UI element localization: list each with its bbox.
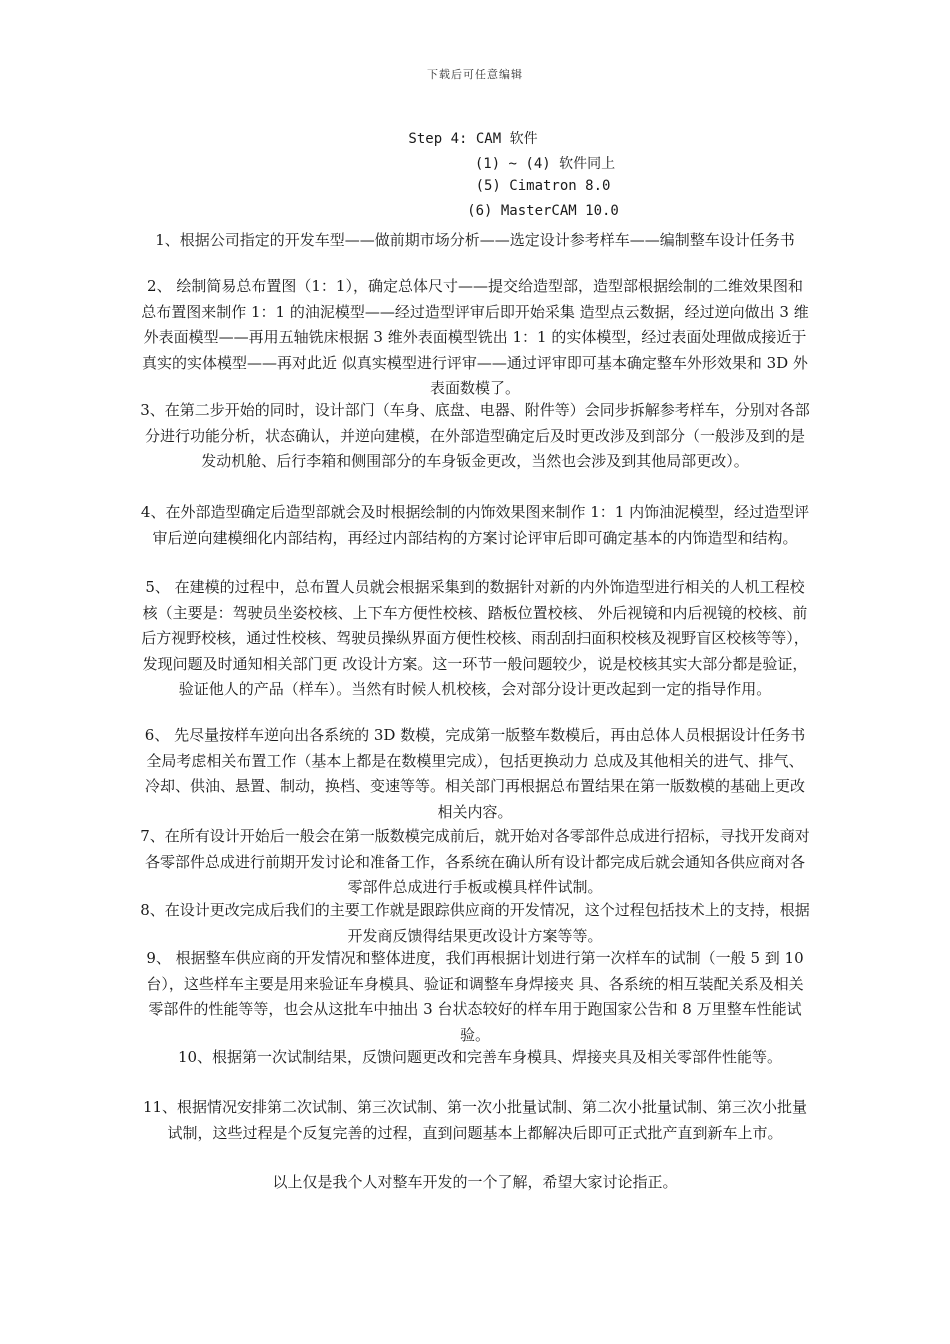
page-header-note: 下载后可任意编辑 xyxy=(427,68,523,81)
software-item: (6) MasterCAM 10.0 xyxy=(467,203,619,219)
closing-note: 以上仅是我个人对整车开发的一个了解，希望大家讨论指正。 xyxy=(272,1173,678,1191)
paragraph-2: 2、 绘制简易总布置图（1：1），确定总体尺寸——提交给造型部，造型部根据绘制的二维效果图和总布置图来制作 1：1 的油泥模型——经过造型评审后即开始采集 造型点云数据，经过逆向做出 3 维外表面模型——再用五轴铣床根据 3 维外表面模型铣出 1：1 的实体模型，经过表面处理做成接近于真实的实体模型——再对此近 似真实模型进行评审——通过评审即可基本确定整车外形效果和 3D 外表面数模了。 xyxy=(141,277,809,397)
paragraph-6: 6、 先尽量按样车逆向出各系统的 3D 数模，完成第一版整车数模后，再由总体人员根据设计任务书全局考虑相关布置工作（基本上都是在数模里完成），包括更换动力 总成及其他相关的进气、排气、冷却、供油、悬置、制动，换档、变速等等。相关部门再根据总布置结果在第一版数模的基础上更改相关内容。 xyxy=(144,726,806,821)
paragraph-1: 1、根据公司指定的开发车型——做前期市场分析——选定设计参考样车——编制整车设计任务书 xyxy=(155,231,795,249)
step-title: Step 4: CAM 软件 xyxy=(408,131,538,147)
paragraph-5: 5、 在建模的过程中，总布置人员就会根据采集到的数据针对新的内外饰造型进行相关的人机工程校核（主要是：驾驶员坐姿校核、上下车方便性校核、踏板位置校核、 外后视镜和内后视镜的校核、前后方视野校核，通过性校核、驾驶员操纵界面方便性校核、雨刮刮扫面积校核及视野盲区校核等等），发现问题及时通知相关部门更 改设计方案。这一环节一般问题较少，说是校核其实大部分都是验证，验证他人的产品（样车）。当然有时候人机校核，会对部分设计更改起到一定的指导作用。 xyxy=(141,578,809,698)
software-item: (1) ~ (4) 软件同上 xyxy=(474,156,616,172)
paragraph-8: 8、在设计更改完成后我们的主要工作就是跟踪供应商的开发情况，这个过程包括技术上的支持，根据开发商反馈得结果更改设计方案等等。 xyxy=(140,901,810,945)
paragraph-10: 10、根据第一次试制结果，反馈问题更改和完善车身模具、焊接夹具及相关零部件性能等。 xyxy=(177,1048,783,1066)
paragraph-11: 11、根据情况安排第二次试制、第三次试制、第一次小批量试制、第二次小批量试制、第三次小批量试制，这些过程是个反复完善的过程，直到问题基本上都解决后即可正式批产直到新车上市。 xyxy=(142,1098,808,1142)
paragraph-7: 7、在所有设计开始后一般会在第一版数模完成前后，就开始对各零部件总成进行招标，寻找开发商对各零部件总成进行前期开发讨论和准备工作，各系统在确认所有设计都完成后就会通知各供应商对各零部件总成进行手板或模具样件试制。 xyxy=(140,827,810,896)
software-item: (5) Cimatron 8.0 xyxy=(475,178,611,194)
paragraph-3: 3、在第二步开始的同时，设计部门（车身、底盘、电器、附件等）会同步拆解参考样车，分别对各部分进行功能分析，状态确认，并逆向建模，在外部造型确定后及时更改涉及到部分（一般涉及到的是发动机舱、后行李箱和侧围部分的车身钣金更改，当然也会涉及到其他局部更改）。 xyxy=(140,401,810,470)
paragraph-4: 4、在外部造型确定后造型部就会及时根据绘制的内饰效果图来制作 1：1 内饰油泥模型，经过造型评审后逆向建模细化内部结构，再经过内部结构的方案讨论评审后即可确定基本的内饰造型和结构。 xyxy=(140,503,810,547)
paragraph-9: 9、 根据整车供应商的开发情况和整体进度，我们再根据计划进行第一次样车的试制（一般 5 到 10 台），这些样车主要是用来验证车身模具、验证和调整车身焊接夹 具、各系统的相互装配关系及相关零部件的性能等等，也会从这批车中抽出 3 台状态较好的样车用于跑国家公告和 8 万里整车性能试验。 xyxy=(146,949,804,1044)
